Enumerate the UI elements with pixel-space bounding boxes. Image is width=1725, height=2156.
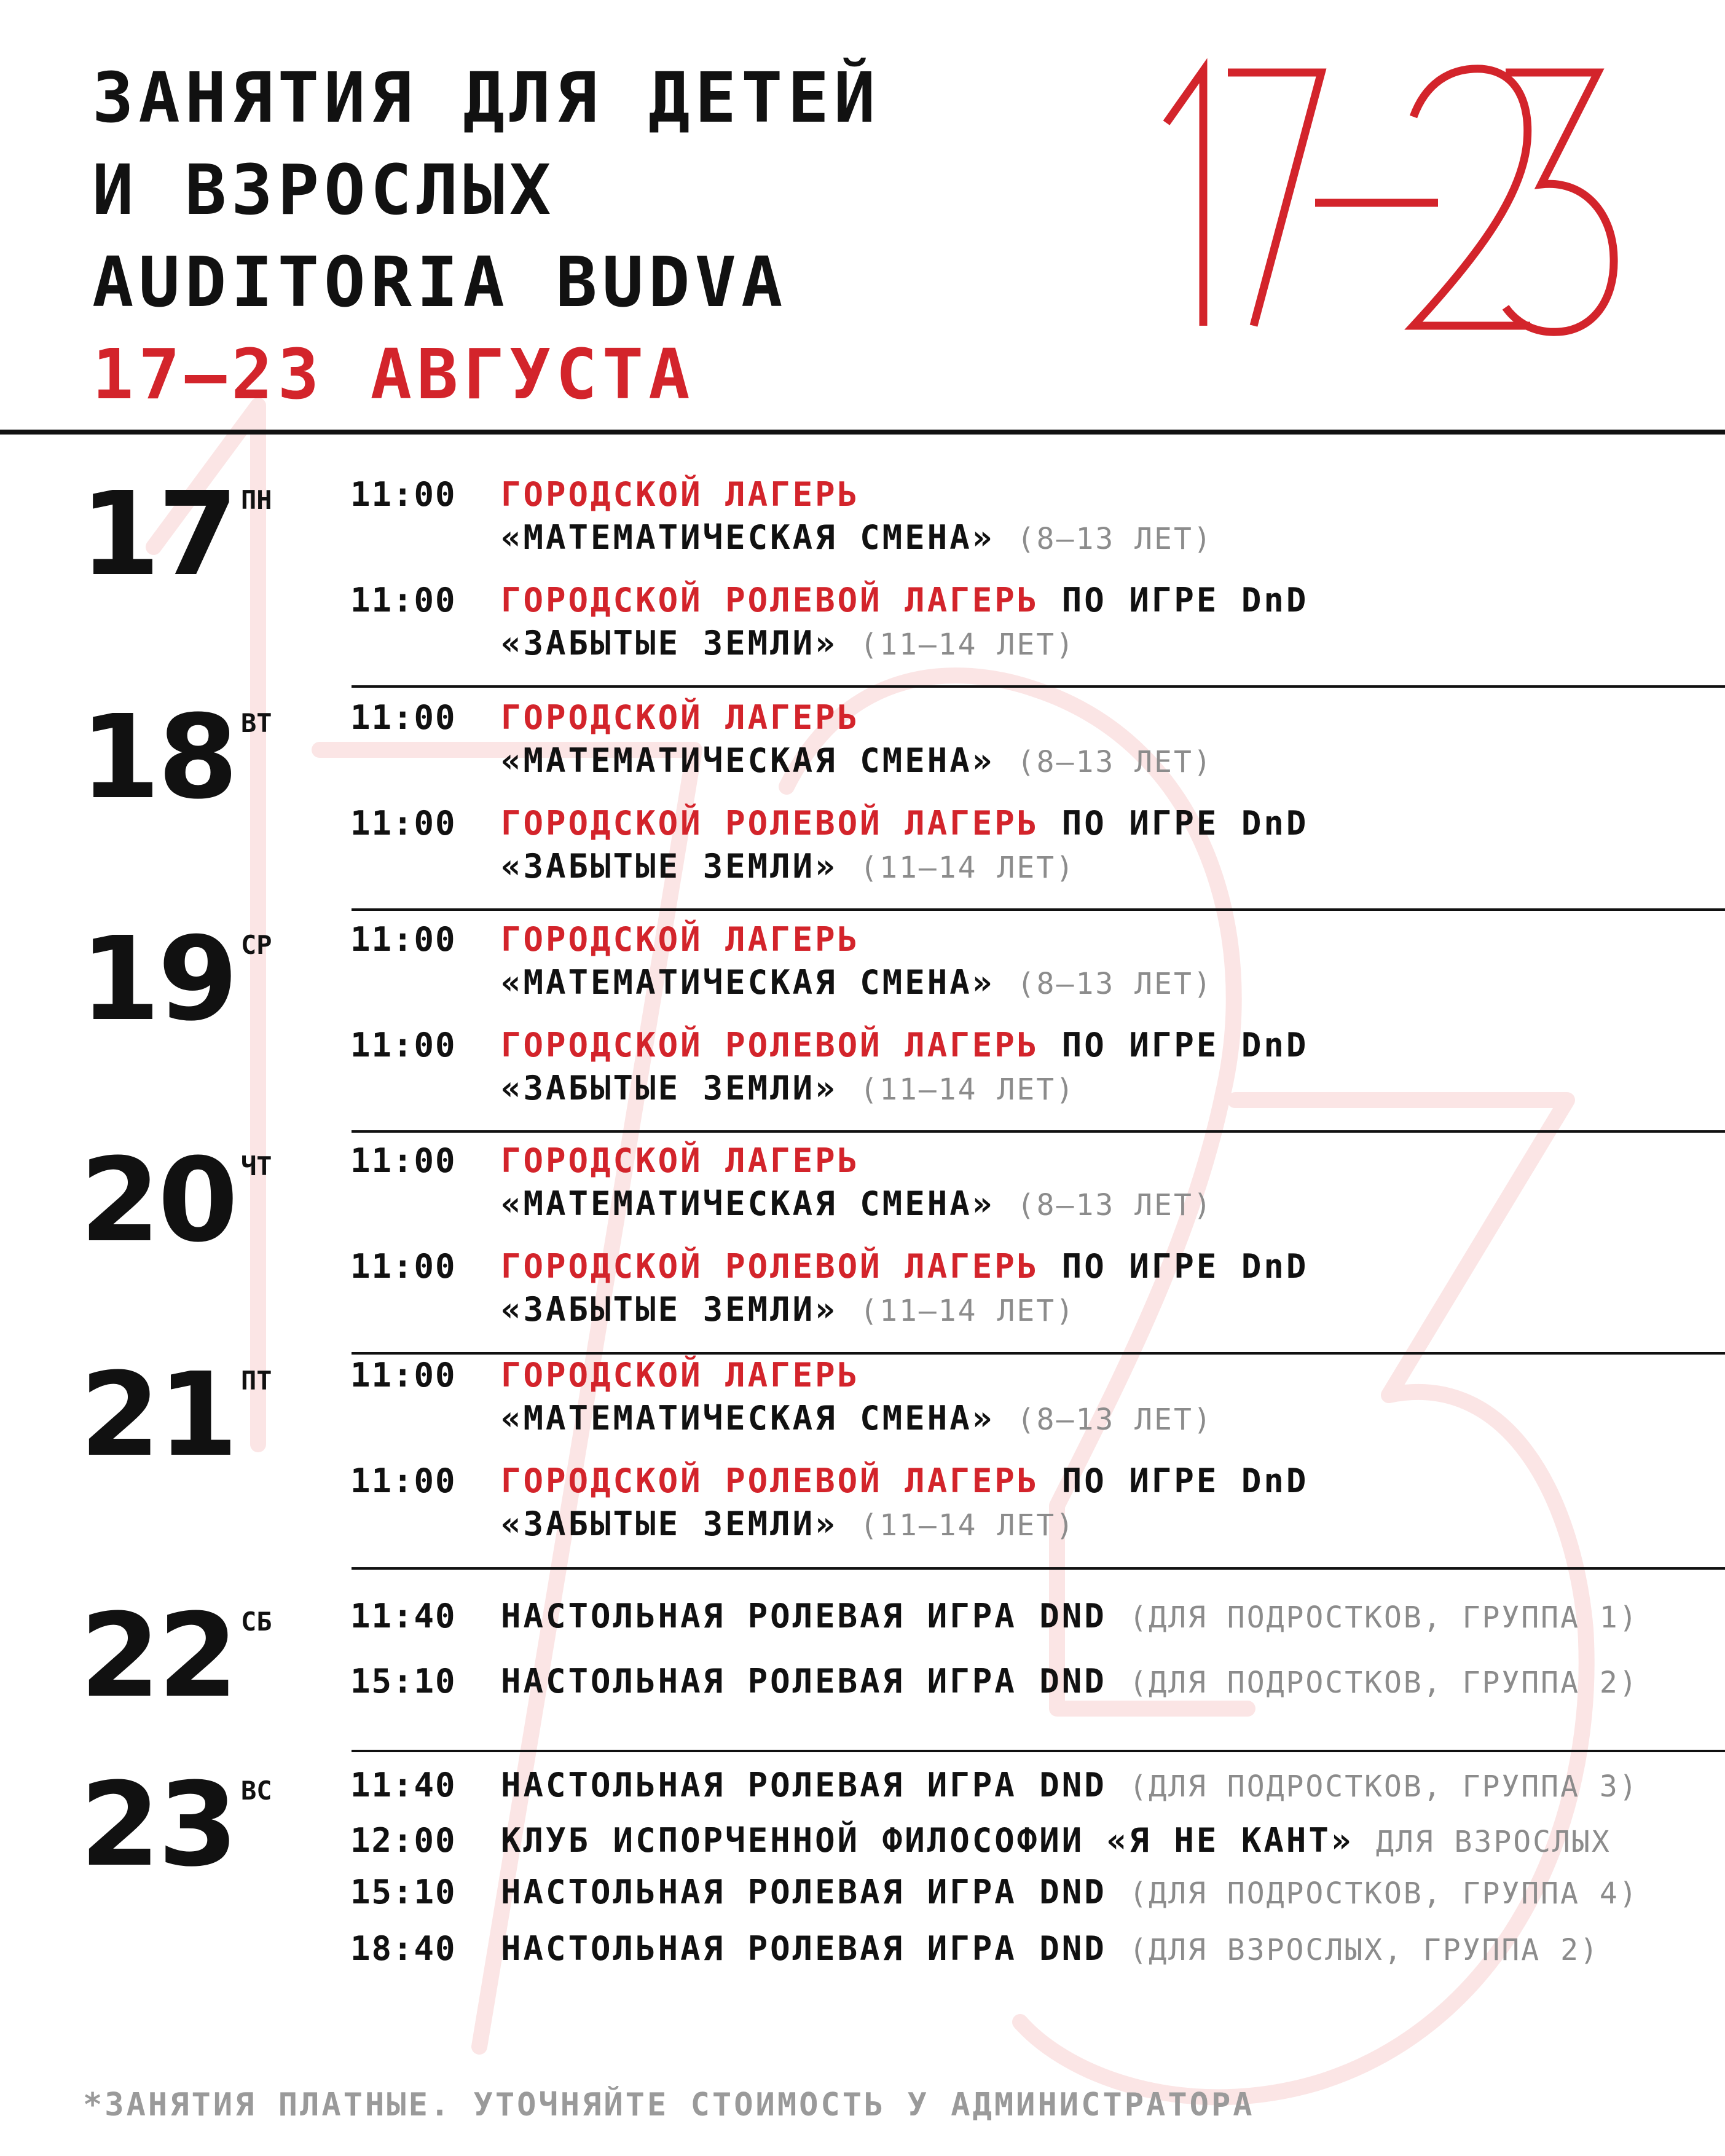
entry-title: «ЗАБЫТЫЕ ЗЕМЛИ» — [501, 1505, 838, 1543]
entry-time: 11:00 — [350, 475, 457, 514]
entry-time: 11:00 — [350, 1356, 457, 1395]
entry-suffix: ПО ИГРЕ DnD — [1061, 1247, 1309, 1286]
weekday-label: СБ — [241, 1607, 272, 1637]
entry-category: ГОРОДСКОЙ ЛАГЕРЬ — [501, 1356, 860, 1395]
entry-group-note: (ДЛЯ ПОДРОСТКОВ, ГРУППА 4) — [1129, 1876, 1639, 1911]
entry-age-note: (8—13 ЛЕТ) — [1016, 745, 1213, 779]
day-divider — [352, 685, 1725, 688]
entry-title: «ЗАБЫТЫЕ ЗЕМЛИ» — [501, 624, 838, 663]
entry-time: 15:10 — [350, 1662, 457, 1701]
entry-time: 11:00 — [350, 1247, 457, 1286]
entry-time: 11:40 — [350, 1766, 457, 1804]
title-line-1: ЗАНЯТИЯ ДЛЯ ДЕТЕЙ — [92, 58, 881, 138]
weekday-label: ВТ — [241, 708, 272, 738]
day-number: 22 — [80, 1589, 236, 1723]
entry-time: 11:00 — [350, 698, 457, 737]
entry-suffix: ПО ИГРЕ DnD — [1061, 804, 1309, 843]
entry-title: «ЗАБЫТЫЕ ЗЕМЛИ» — [501, 1069, 838, 1108]
day-divider — [352, 1750, 1725, 1752]
big-digit-2 — [1413, 69, 1530, 326]
weekday-label: ПТ — [241, 1366, 272, 1396]
big-digit-7 — [1228, 73, 1321, 326]
entry-title: «МАТЕМАТИЧЕСКАЯ СМЕНА» — [501, 963, 995, 1002]
day-number: 19 — [80, 912, 236, 1047]
entry-category: ГОРОДСКОЙ РОЛЕВОЙ ЛАГЕРЬ — [501, 581, 1040, 620]
date-range-title: 17—23 АВГУСТА — [92, 335, 695, 415]
entry-category: ГОРОДСКОЙ РОЛЕВОЙ ЛАГЕРЬ — [501, 1247, 1040, 1286]
title-line-2: И ВЗРОСЛЫХ — [92, 151, 556, 230]
entry-suffix: ПО ИГРЕ DnD — [1061, 581, 1309, 620]
entry-suffix: ПО ИГРЕ DnD — [1061, 1462, 1309, 1500]
weekday-label: ЧТ — [241, 1151, 272, 1181]
day-number: 21 — [80, 1348, 236, 1482]
day-number: 23 — [80, 1758, 236, 1892]
entry-suffix: ПО ИГРЕ DnD — [1061, 1026, 1309, 1064]
entry-category: ГОРОДСКОЙ РОЛЕВОЙ ЛАГЕРЬ — [501, 1462, 1040, 1500]
big-digit-1 — [1166, 71, 1203, 326]
entry-category: ГОРОДСКОЙ ЛАГЕРЬ — [501, 475, 860, 514]
pricing-footnote: *ЗАНЯТИЯ ПЛАТНЫЕ. УТОЧНЯЙТЕ СТОИМОСТЬ У АДМИНИСТРАТОРА — [83, 2087, 1255, 2123]
entry-time: 11:00 — [350, 920, 457, 959]
entry-time: 18:40 — [350, 1929, 457, 1968]
header-divider — [0, 430, 1725, 435]
entry-category: ГОРОДСКОЙ ЛАГЕРЬ — [501, 920, 860, 959]
entry-time: 11:00 — [350, 804, 457, 843]
entry-category: ГОРОДСКОЙ ЛАГЕРЬ — [501, 1141, 860, 1180]
entry-title: «МАТЕМАТИЧЕСКАЯ СМЕНА» — [501, 1184, 995, 1223]
day-number: 17 — [80, 467, 236, 602]
entry-title: «ЗАБЫТЫЕ ЗЕМЛИ» — [501, 847, 838, 886]
entry-age-note: (8—13 ЛЕТ) — [1016, 1403, 1213, 1437]
entry-age-note: (8—13 ЛЕТ) — [1016, 967, 1213, 1001]
entry-age-note: (11—14 ЛЕТ) — [860, 1072, 1076, 1107]
entry-title: НАСТОЛЬНАЯ РОЛЕВАЯ ИГРА DND — [501, 1597, 1107, 1635]
entry-group-note: (ДЛЯ ПОДРОСТКОВ, ГРУППА 1) — [1129, 1600, 1639, 1635]
entry-title: КЛУБ ИСПОРЧЕННОЙ ФИЛОСОФИИ «Я НЕ КАНТ» — [501, 1821, 1354, 1860]
entry-title: НАСТОЛЬНАЯ РОЛЕВАЯ ИГРА DND — [501, 1766, 1107, 1804]
entry-title: «ЗАБЫТЫЕ ЗЕМЛИ» — [501, 1290, 838, 1329]
entry-title: НАСТОЛЬНАЯ РОЛЕВАЯ ИГРА DND — [501, 1662, 1107, 1701]
entry-category: ГОРОДСКОЙ РОЛЕВОЙ ЛАГЕРЬ — [501, 1026, 1040, 1064]
entry-group-note: (ДЛЯ ВЗРОСЛЫХ, ГРУППА 2) — [1129, 1933, 1600, 1967]
big-date-range — [1155, 37, 1622, 356]
weekday-label: ВС — [241, 1776, 272, 1806]
day-divider — [352, 1567, 1725, 1570]
title-line-3: AUDITORIA BUDVA — [92, 243, 788, 323]
entry-title: НАСТОЛЬНАЯ РОЛЕВАЯ ИГРА DND — [501, 1929, 1107, 1968]
weekday-label: ПН — [241, 485, 272, 515]
day-divider — [352, 908, 1725, 911]
entry-category: ГОРОДСКОЙ РОЛЕВОЙ ЛАГЕРЬ — [501, 804, 1040, 843]
entry-age-note: (8—13 ЛЕТ) — [1016, 1188, 1213, 1222]
entry-time: 11:00 — [350, 1026, 457, 1064]
entry-time: 11:00 — [350, 1141, 457, 1180]
entry-group-note: (ДЛЯ ПОДРОСТКОВ, ГРУППА 2) — [1129, 1666, 1639, 1700]
entry-age-note: (11—14 ЛЕТ) — [860, 1508, 1076, 1543]
entry-age-note: (11—14 ЛЕТ) — [860, 1294, 1076, 1328]
entry-time: 12:00 — [350, 1821, 457, 1860]
entry-title: «МАТЕМАТИЧЕСКАЯ СМЕНА» — [501, 1399, 995, 1438]
entry-time: 15:10 — [350, 1873, 457, 1911]
entry-age-note: (11—14 ЛЕТ) — [860, 628, 1076, 662]
entry-title: «МАТЕМАТИЧЕСКАЯ СМЕНА» — [501, 741, 995, 780]
day-number: 20 — [80, 1133, 236, 1268]
entry-group-note: ДЛЯ ВЗРОСЛЫХ — [1375, 1825, 1611, 1859]
entry-time: 11:00 — [350, 581, 457, 620]
entry-age-note: (11—14 ЛЕТ) — [860, 851, 1076, 885]
entry-group-note: (ДЛЯ ПОДРОСТКОВ, ГРУППА 3) — [1129, 1769, 1639, 1804]
entry-title: «МАТЕМАТИЧЕСКАЯ СМЕНА» — [501, 518, 995, 557]
entry-time: 11:40 — [350, 1597, 457, 1635]
entry-age-note: (8—13 ЛЕТ) — [1016, 522, 1213, 556]
entry-title: НАСТОЛЬНАЯ РОЛЕВАЯ ИГРА DND — [501, 1873, 1107, 1911]
header — [92, 52, 880, 421]
entry-time: 11:00 — [350, 1462, 457, 1500]
entry-category: ГОРОДСКОЙ ЛАГЕРЬ — [501, 698, 860, 737]
weekday-label: СР — [241, 930, 272, 960]
day-number: 18 — [80, 690, 236, 825]
day-divider — [352, 1130, 1725, 1133]
